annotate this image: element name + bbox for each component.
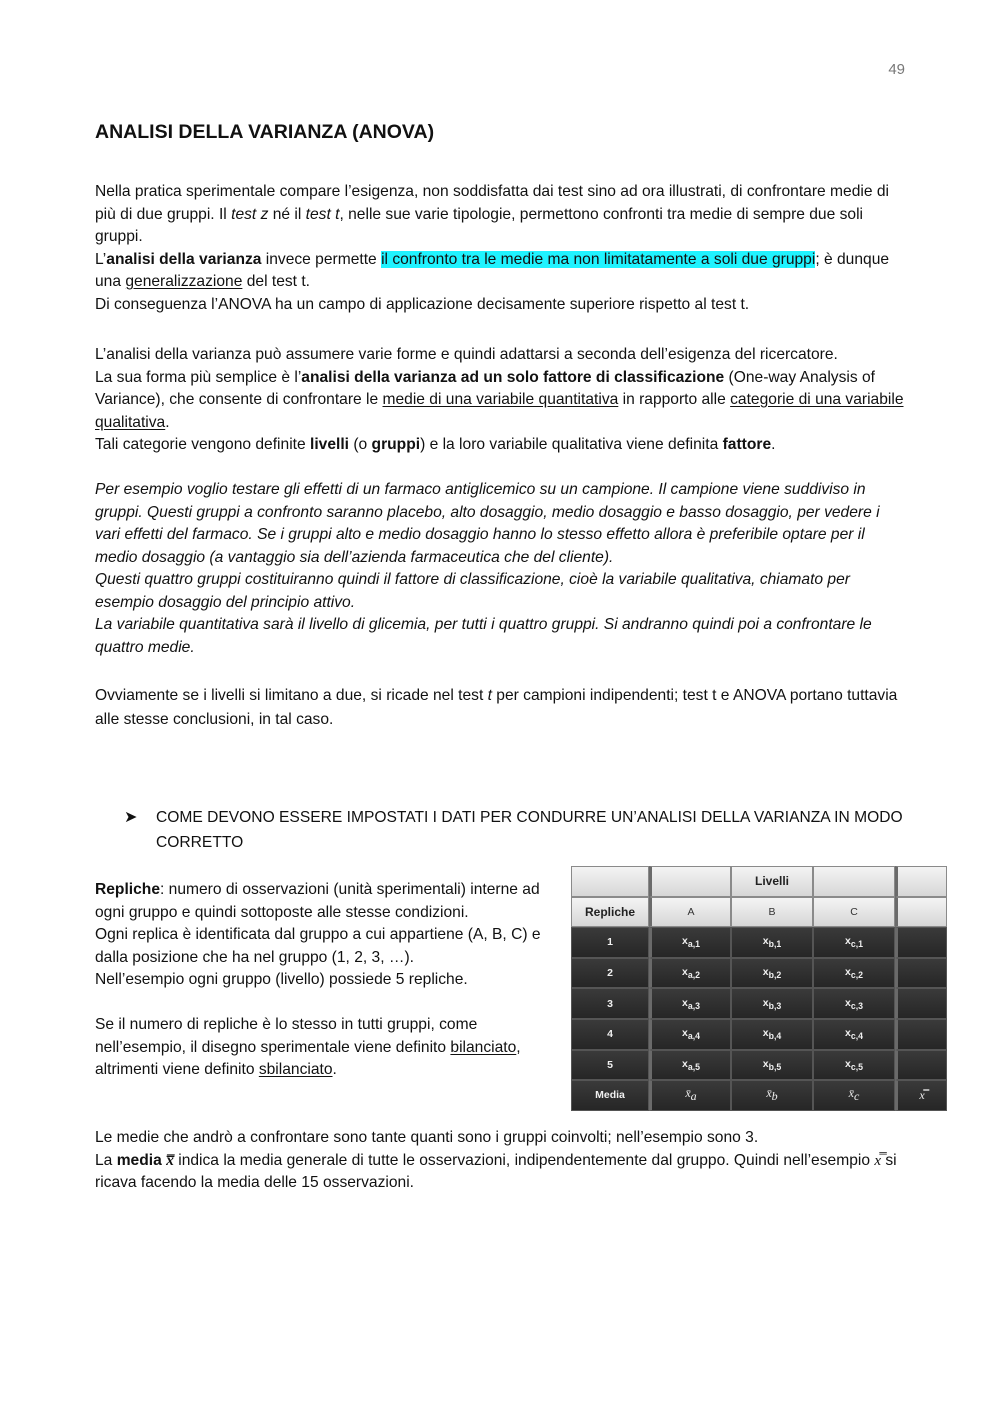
test-t-term: test t [305, 205, 340, 223]
test-z-term: test z [231, 205, 269, 223]
group-c-header: C [813, 897, 895, 928]
table-header-row-groups [571, 897, 947, 928]
grand-mean-symbol-inline: x̿ [166, 1151, 174, 1169]
section-heading: COME DEVONO ESSERE IMPOSTATI I DATI PER CONDURRE UN’ANALISI DELLA VARIANZA IN MODO CORRETTO [156, 809, 903, 851]
bilanciato-paragraph: Se il numero di repliche è lo stesso in tutti gruppi, come nell’esempio, il disegno sperimentale viene definito bilanciato, altrimenti viene definito sbilanciato. [95, 1016, 521, 1078]
table-header-row-levels [571, 866, 947, 897]
conclusion-paragraph: Le medie che andrò a confrontare sono tante quanti sono i gruppi coinvolti; nell’esempio sono 3. La media x̿ indica la media generale di tutte le osservazioni, indipendentemente dal gruppo. Quindi nell’esempio x̿ si ricava facendo la media delle 15 osservazioni. [95, 1129, 897, 1191]
data-layout-table [571, 866, 947, 1111]
table-row: 1 $x_{a,1}$ $x_{b,1}$ $x_{c,1}$ [571, 927, 947, 958]
replicates-header: Repliche [571, 897, 649, 928]
generalizzazione-term: generalizzazione [125, 273, 243, 290]
intro-paragraph: Nella pratica sperimentale compare l’esigenza, non soddisfatta dai test sino ad ora illustrati, di confrontare medie di più di due gruppi. Il test z né il test t, nelle sue varie tipologie, permettono confronti tra medie di sempre due soli gruppi. L’analisi della varianza invece permette il confronto tra le medie ma non limitatamente a soli due gruppi; è dunque una generalizzazione del test t. Di conseguenza l’ANOVA ha un campo di applicazione decisamente superiore rispetto al test t. [95, 183, 890, 313]
repliche-paragraph: Repliche: numero di osservazioni (unità sperimentali) interne ad ogni gruppo e quindi sottoposte alle stesse condizioni. Ogni replica è identificata dal gruppo a cui appartiene (A, B, C) e dalla posizione che ha nel gruppo (1, 2, 3, …). Nell’esempio ogni gruppo (livello) possiede 5 repliche. [95, 881, 541, 988]
table-row: 5 $x_{a,5}$ $x_{b,5}$ $x_{c,5}$ [571, 1050, 947, 1081]
forms-paragraph: L’analisi della varianza può assumere varie forme e quindi adattarsi a seconda dell’esigenza del ricercatore. La sua forma più semplice è l’analisi della varianza ad un solo fattore di classificazione (One-way Analysis of Variance), che consente di confrontare le medie di una variabile quantitativa in rapporto alle categorie di una variabile qualitativa. Tali categorie vengono definite livelli (o gruppi) e la loro variabile qualitativa viene definita fattore. [95, 346, 904, 453]
page-number: 49 [888, 61, 905, 78]
table-row: 2 $x_{a,2}$ $x_{b,2}$ $x_{c,2}$ [571, 958, 947, 989]
page-title: ANALISI DELLA VARIANZA (ANOVA) [95, 121, 435, 143]
levels-header: Livelli [731, 866, 813, 897]
mean-row-label: Media [571, 1080, 649, 1111]
arrow-bullet-icon: ➤ [124, 809, 138, 826]
one-way-anova-term: analisi della varianza ad un solo fattore di classificazione [301, 368, 725, 386]
group-b-header: B [731, 897, 813, 928]
example-paragraph: Per esempio voglio testare gli effetti di un farmaco antiglicemico su un campione. Il campione viene suddiviso in gruppi. Questi gruppi a confronto saranno placebo, alto dosaggio, medio dosaggio e basso dosaggio, per vedere i vari effetti del farmaco. Se i gruppi alto e medio dosaggio hanno lo stesso effetto allora è preferibile optare per il medio dosaggio (a vantaggio sia dell’azienda farmaceutica che del cliente). Questi quattro gruppi costituiranno quindi il fattore di classificazione, cioè la variabile qualitativa, chiamato per esempio dosaggio del principio attivo. La variabile quantitativa sarà il livello di glicemia, per tutti i quattro gruppi. Si andranno quindi poi a confrontare le quattro medie. [95, 481, 880, 656]
group-a-header: A [649, 897, 731, 928]
section-bullet [124, 805, 914, 855]
table-row: 3 $x_{a,3}$ $x_{b,3}$ $x_{c,3}$ [571, 988, 947, 1019]
grand-mean-symbol: x̿ [919, 1087, 925, 1102]
table-row: 4 $x_{a,4}$ $x_{b,4}$ $x_{c,4}$ [571, 1019, 947, 1050]
table-row-means: Media $x̄_a$ $x̄_b$ $x̄_c$ x̿ [571, 1080, 947, 1111]
anova-term: analisi della varianza [106, 250, 262, 268]
ovviamente-paragraph: Ovviamente se i livelli si limitano a due, si ricade nel test t per campioni indipendenti; test t e ANOVA portano tuttavia alle stesse conclusioni, in tal caso. [95, 687, 898, 728]
highlighted-phrase: il confronto tra le medie ma non limitatamente a soli due gruppi [381, 250, 816, 268]
